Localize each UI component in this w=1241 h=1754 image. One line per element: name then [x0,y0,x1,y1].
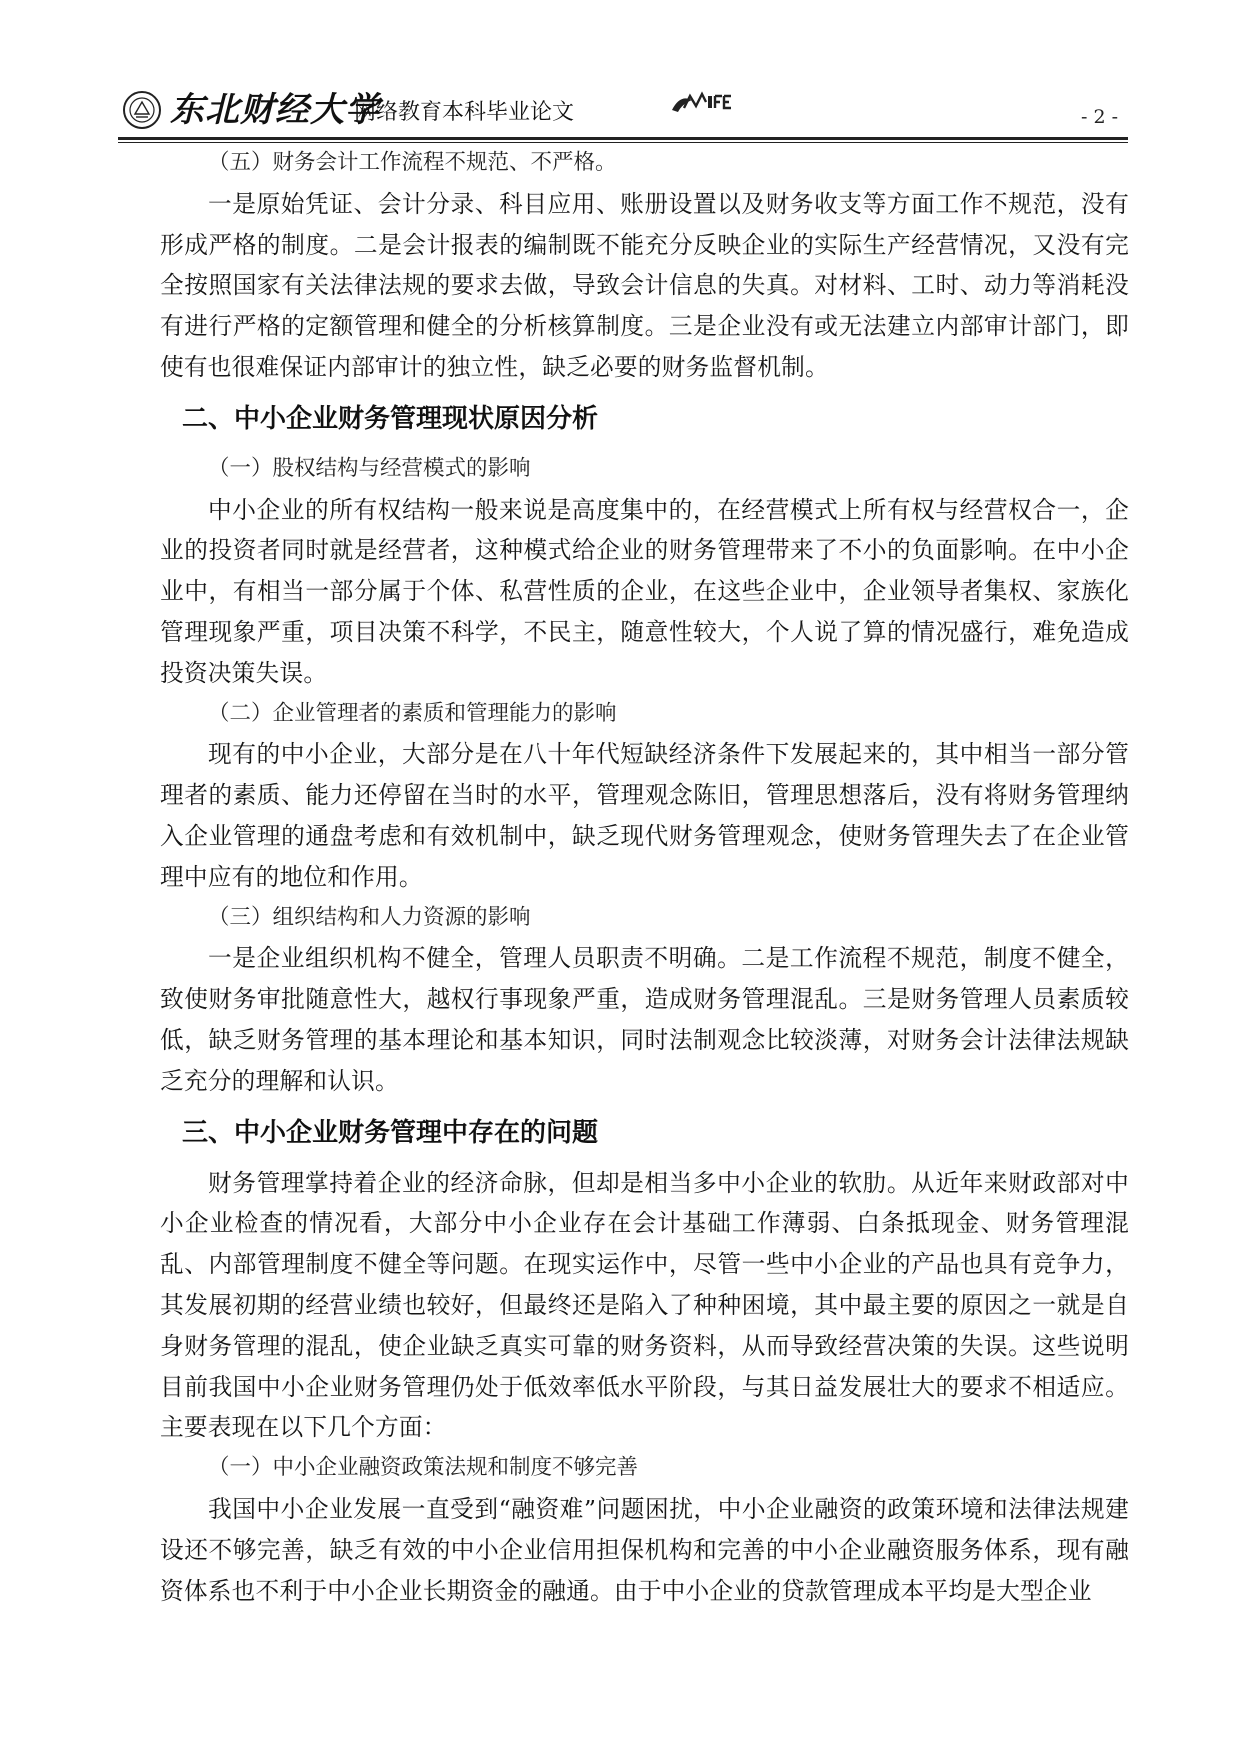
section-heading: 二、中小企业财务管理现状原因分析 [182,403,599,434]
paragraph: 现有的中小企业，大部分是在八十年代短缺经济条件下发展起来的，其中相当一部分管理者的素质、能力还停留在当时的水平，管理观念陈旧，管理思想落后，没有将财务管理纳入企业管理的通盘考虑和有效机制中，缺乏现代财务管理观念，使财务管理失去了在企业管理中应有的地位和作用。 [160,740,1129,891]
document-body [160,143,1129,1611]
university-emblem-mark-icon [670,90,732,118]
header-title: 网络教育本科毕业论文 [354,100,575,125]
paragraph: 中小企业的所有权结构一般来说是高度集中的，在经营模式上所有权与经营权合一，企业的投资者同时就是经营者，这种模式给企业的财务管理带来了不小的负面影响。在中小企业中，有相当一部分属于个体、私营性质的企业，在这些企业中，企业领导者集权、家族化管理现象严重，项目决策不科学，不民主，随意性较大，个人说了算的情况盛行，难免造成投资决策失误。 [160,495,1129,687]
page-number: - 2 - [1080,106,1118,128]
subheading: （一）股权结构与经营模式的影响 [208,455,531,481]
subheading: （二）企业管理者的素质和管理能力的影响 [208,700,617,726]
university-logo-text: 东北财经大学 [170,90,380,130]
subheading: （五）财务会计工作流程不规范、不严格。 [208,150,617,175]
paragraph: 财务管理掌持着企业的经济命脉，但却是相当多中小企业的软肋。从近年来财政部对中小企业检查的情况看，大部分中小企业存在会计基础工作薄弱、白条抵现金、财务管理混乱、内部管理制度不健全等问题。在现实运作中，尽管一些中小企业的产品也具有竞争力，其发展初期的经营业绩也较好，但最终还是陷入了种种困境，其中最主要的原因之一就是自身财务管理的混乱，使企业缺乏真实可靠的财务资料，从而导致经营决策的失误。这些说明目前我国中小企业财务管理仍处于低效率低水平阶段，与其日益发展壮大的要求不相适应。主要表现在以下几个方面： [160,1168,1129,1442]
section-heading: 三、中小企业财务管理中存在的问题 [182,1117,599,1148]
header-rule-thick [118,137,1128,140]
paragraph: 我国中小企业发展一直受到“融资难”问题困扰，中小企业融资的政策环境和法律法规建设还不够完善，缺乏有效的中小企业信用担保机构和完善的中小企业融资服务体系，现有融资体系也不利于中小企业长期资金的融通。由于中小企业的贷款管理成本平均是大型企业 [160,1494,1129,1605]
paragraph: 一是企业组织机构不健全，管理人员职责不明确。二是工作流程不规范，制度不健全，致使财务审批随意性大，越权行事现象严重，造成财务管理混乱。三是财务管理人员素质较低，缺乏财务管理的基本理论和基本知识，同时法制观念比较淡薄，对财务会计法律法规缺乏充分的理解和认识。 [160,944,1129,1095]
paragraph: 一是原始凭证、会计分录、科目应用、账册设置以及财务收支等方面工作不规范，没有形成严格的制度。二是会计报表的编制既不能充分反映企业的实际生产经营情况，又没有完全按照国家有关法律法规的要求去做，导致会计信息的失真。对材料、工时、动力等消耗没有进行严格的定额管理和健全的分析核算制度。三是企业没有或无法建立内部审计部门，即使有也很难保证内部审计的独立性，缺乏必要的财务监督机制。 [160,189,1129,381]
university-seal-icon [122,90,162,130]
subheading: （一）中小企业融资政策法规和制度不够完善 [208,1455,639,1481]
page-header [118,88,1128,138]
subheading: （三）组织结构和人力资源的影响 [208,904,531,930]
